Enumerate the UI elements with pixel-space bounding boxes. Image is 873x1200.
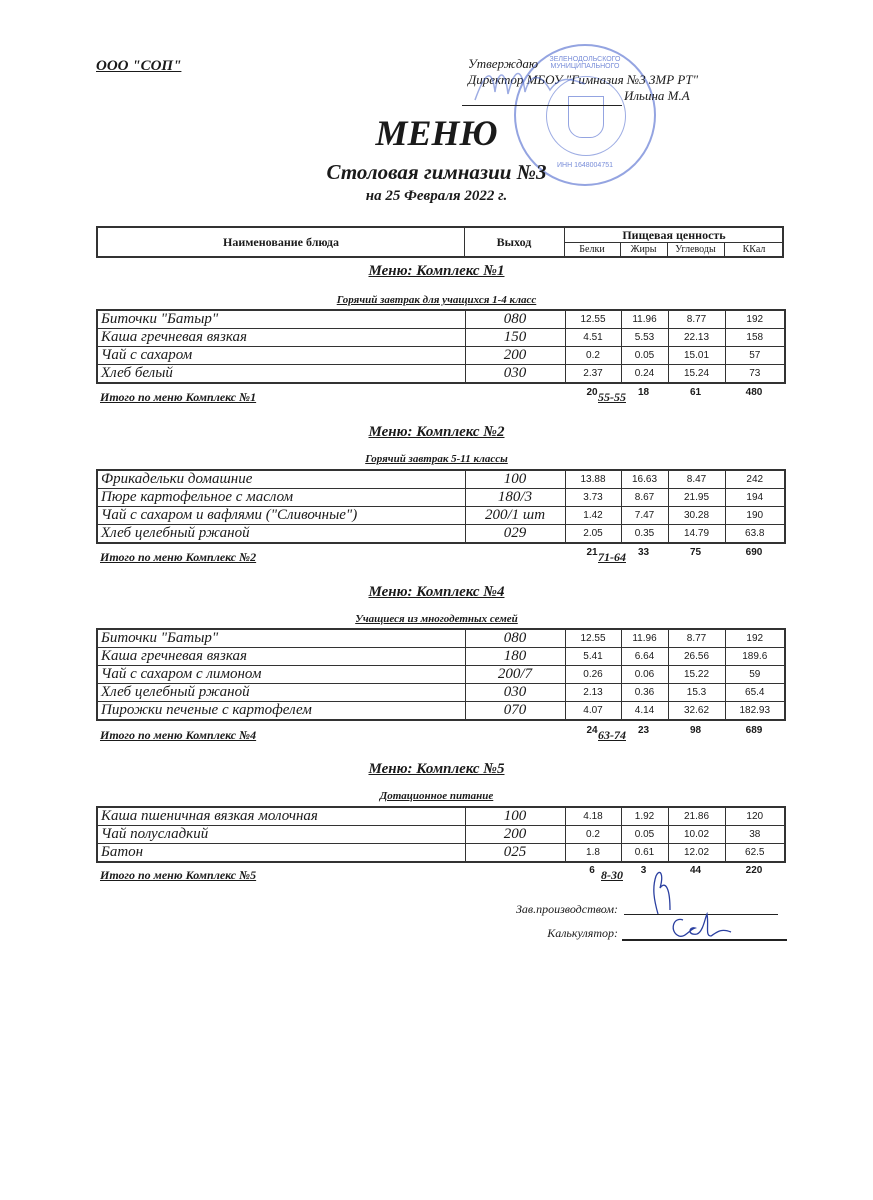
kcal-value: 192 [725, 629, 785, 648]
menu-table [96, 628, 786, 721]
total-kcal: 480 [745, 387, 763, 398]
carbs-value: 21.95 [668, 489, 725, 507]
total-proteins: 21 [586, 547, 598, 558]
section-subtitle: Учащиеся из многодетных семей [355, 613, 518, 625]
fats-value: 0.36 [621, 684, 668, 702]
carbs-value: 12.02 [668, 844, 725, 863]
dish-name: Фрикадельки домашние [97, 470, 465, 489]
dish-output: 200/1 шт [465, 507, 565, 525]
proteins-value: 4.51 [565, 329, 621, 347]
dish-name: Чай с сахаром с лимоном [97, 666, 465, 684]
proteins-value: 0.26 [565, 666, 621, 684]
kcal-value: 189.6 [725, 648, 785, 666]
column-output: Выход [496, 235, 532, 249]
carbs-value: 8.77 [668, 310, 725, 329]
table-row [97, 347, 785, 365]
kcal-value: 57 [725, 347, 785, 365]
table-row [97, 844, 785, 863]
kcal-value: 65.4 [725, 684, 785, 702]
carbs-value: 15.24 [668, 365, 725, 384]
dish-output: 200 [465, 826, 565, 844]
dish-output: 029 [465, 525, 565, 544]
total-proteins: 6 [589, 865, 595, 876]
page-title: МЕНЮ [375, 113, 498, 153]
dish-output: 150 [465, 329, 565, 347]
dish-name: Пюре картофельное с маслом [97, 489, 465, 507]
menu-table [96, 309, 786, 384]
dish-name: Батон [97, 844, 465, 863]
dish-name: Каша гречневая вязкая [97, 648, 465, 666]
section-title: Меню: Комплекс №4 [368, 584, 505, 600]
carbs-value: 21.86 [668, 807, 725, 826]
dish-output: 180/3 [465, 489, 565, 507]
kcal-value: 194 [725, 489, 785, 507]
stamp-bottom-text: ИНН 1648004751 [556, 162, 614, 169]
carbs-value: 15.3 [668, 684, 725, 702]
table-row [97, 666, 785, 684]
kcal-value: 62.5 [725, 844, 785, 863]
column-nutrition: Пищевая ценность [622, 228, 726, 242]
dish-output: 180 [465, 648, 565, 666]
table-row [97, 648, 785, 666]
director-signature-icon [470, 62, 590, 106]
carbs-value: 8.77 [668, 629, 725, 648]
production-head-label: Зав.производством: [515, 902, 618, 916]
dish-name: Пирожки печеные с картофелем [97, 702, 465, 721]
section-total-row [96, 867, 784, 883]
carbs-value: 15.22 [668, 666, 725, 684]
column-proteins: Белки [579, 244, 605, 255]
proteins-value: 12.55 [565, 629, 621, 648]
total-fats: 33 [637, 547, 650, 558]
total-price: 8-30 [601, 868, 623, 882]
carbs-value: 22.13 [668, 329, 725, 347]
proteins-value: 4.18 [565, 807, 621, 826]
fats-value: 11.96 [621, 629, 668, 648]
dish-name: Хлеб целебный ржаной [97, 525, 465, 544]
approval-line-2: Директор МБОУ "Гимназия №3 ЗМР РТ" [468, 72, 699, 87]
total-proteins: 24 [586, 725, 598, 736]
dish-output: 200/7 [465, 666, 565, 684]
total-label: Итого по меню Комплекс №2 [100, 550, 257, 564]
carbs-value: 15.01 [668, 347, 725, 365]
kcal-value: 63.8 [725, 525, 785, 544]
kcal-value: 182.93 [725, 702, 785, 721]
dish-name: Чай с сахаром и вафлями ("Сливочные") [97, 507, 465, 525]
proteins-value: 4.07 [565, 702, 621, 721]
total-price: 71-64 [598, 550, 626, 564]
column-fats: Жиры [630, 244, 657, 255]
fats-value: 0.05 [621, 347, 668, 365]
carbs-value: 32.62 [668, 702, 725, 721]
section-subtitle: Горячий завтрак 5-11 классы [365, 453, 508, 465]
proteins-value: 2.05 [565, 525, 621, 544]
proteins-value: 2.37 [565, 365, 621, 384]
section-total-row [96, 549, 784, 565]
fats-value: 0.05 [621, 826, 668, 844]
total-kcal: 220 [745, 865, 763, 876]
carbs-value: 26.56 [668, 648, 725, 666]
table-row [97, 525, 785, 544]
section-title: Меню: Комплекс №2 [368, 424, 505, 440]
kcal-value: 158 [725, 329, 785, 347]
table-row [97, 310, 785, 329]
menu-table [96, 469, 786, 544]
total-label: Итого по меню Комплекс №4 [100, 728, 257, 742]
total-price: 63-74 [598, 728, 626, 742]
fats-value: 7.47 [621, 507, 668, 525]
table-row [97, 702, 785, 721]
proteins-value: 0.2 [565, 826, 621, 844]
total-proteins: 20 [586, 387, 598, 398]
stamp-top-text: ЗЕЛЕНОДОЛЬСКОГО МУНИЦИПАЛЬНОГО [549, 56, 621, 70]
fats-value: 4.14 [621, 702, 668, 721]
column-kcal: ККал [742, 244, 766, 255]
column-carbs: Углеводы [675, 244, 716, 255]
dish-name: Каша пшеничная вязкая молочная [97, 807, 465, 826]
total-carbs: 75 [689, 547, 702, 558]
table-row [97, 826, 785, 844]
table-header [96, 226, 784, 258]
total-kcal: 689 [745, 725, 763, 736]
fats-value: 16.63 [621, 470, 668, 489]
kcal-value: 59 [725, 666, 785, 684]
dish-name: Хлеб целебный ржаной [97, 684, 465, 702]
dish-output: 030 [465, 365, 565, 384]
fats-value: 5.53 [621, 329, 668, 347]
table-row [97, 629, 785, 648]
section-total-row [96, 727, 784, 743]
menu-date: на 25 Февраля 2022 г. [365, 188, 508, 204]
menu-table [96, 806, 786, 863]
proteins-value: 1.8 [565, 844, 621, 863]
total-fats: 18 [637, 387, 650, 398]
fats-value: 1.92 [621, 807, 668, 826]
calculator-label: Калькулятор: [547, 926, 618, 940]
table-row [97, 807, 785, 826]
fats-value: 0.06 [621, 666, 668, 684]
fats-value: 6.64 [621, 648, 668, 666]
total-carbs: 98 [689, 725, 702, 736]
carbs-value: 8.47 [668, 470, 725, 489]
proteins-value: 13.88 [565, 470, 621, 489]
section-title: Меню: Комплекс №1 [368, 263, 505, 279]
kcal-value: 242 [725, 470, 785, 489]
dish-output: 070 [465, 702, 565, 721]
dish-name: Хлеб белый [97, 365, 465, 384]
section-total-row [96, 389, 784, 405]
table-row [97, 329, 785, 347]
dish-output: 080 [465, 310, 565, 329]
table-row [97, 365, 785, 384]
dish-output: 200 [465, 347, 565, 365]
fats-value: 8.67 [621, 489, 668, 507]
approval-line-1: Утверждаю [468, 56, 539, 71]
proteins-value: 0.2 [565, 347, 621, 365]
total-fats: 23 [637, 725, 650, 736]
dish-name: Каша гречневая вязкая [97, 329, 465, 347]
proteins-value: 3.73 [565, 489, 621, 507]
dish-output: 100 [465, 807, 565, 826]
fats-value: 0.61 [621, 844, 668, 863]
proteins-value: 5.41 [565, 648, 621, 666]
table-row [97, 489, 785, 507]
dish-output: 080 [465, 629, 565, 648]
section-subtitle: Горячий завтрак для учащихся 1-4 класс [336, 294, 537, 306]
table-row [97, 470, 785, 489]
proteins-value: 12.55 [565, 310, 621, 329]
total-carbs: 44 [689, 865, 702, 876]
dish-name: Биточки "Батыр" [97, 629, 465, 648]
column-dish-name: Наименование блюда [223, 235, 339, 249]
dish-output: 030 [465, 684, 565, 702]
carbs-value: 30.28 [668, 507, 725, 525]
carbs-value: 14.79 [668, 525, 725, 544]
kcal-value: 38 [725, 826, 785, 844]
proteins-value: 2.13 [565, 684, 621, 702]
total-kcal: 690 [745, 547, 763, 558]
calculator-signature-icon [665, 910, 745, 942]
approval-line-3: Ильина М.А [624, 88, 690, 103]
total-price: 55-55 [598, 390, 626, 404]
section-subtitle: Дотационное питание [379, 790, 494, 802]
fats-value: 11.96 [621, 310, 668, 329]
dish-output: 100 [465, 470, 565, 489]
dish-name: Чай с сахаром [97, 347, 465, 365]
organization-name: ООО "СОП" [96, 58, 182, 74]
section-title: Меню: Комплекс №5 [368, 761, 505, 777]
fats-value: 0.24 [621, 365, 668, 384]
total-label: Итого по меню Комплекс №1 [100, 390, 257, 404]
proteins-value: 1.42 [565, 507, 621, 525]
kcal-value: 190 [725, 507, 785, 525]
table-row [97, 507, 785, 525]
kcal-value: 73 [725, 365, 785, 384]
dish-output: 025 [465, 844, 565, 863]
table-row [97, 684, 785, 702]
canteen-subtitle: Столовая гимназии №3 [326, 160, 547, 184]
carbs-value: 10.02 [668, 826, 725, 844]
dish-name: Биточки "Батыр" [97, 310, 465, 329]
kcal-value: 120 [725, 807, 785, 826]
kcal-value: 192 [725, 310, 785, 329]
total-fats: 3 [640, 865, 647, 876]
dish-name: Чай полусладкий [97, 826, 465, 844]
total-carbs: 61 [689, 387, 702, 398]
fats-value: 0.35 [621, 525, 668, 544]
total-label: Итого по меню Комплекс №5 [100, 868, 257, 882]
